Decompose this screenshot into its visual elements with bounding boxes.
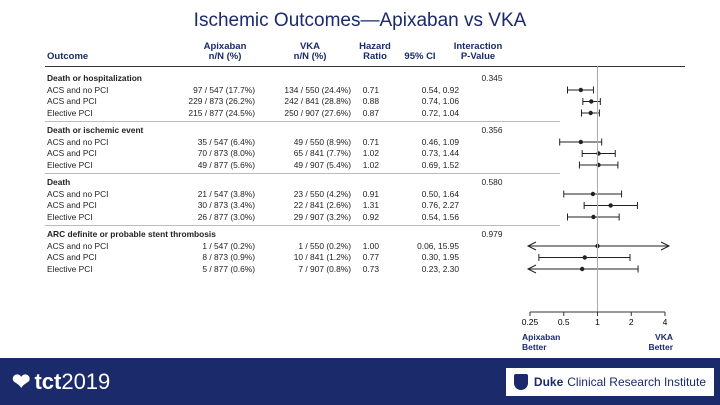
x-tick-label: 2 [628,317,634,327]
confidence-interval: 0.76, 2.27 [421,200,459,210]
vka-value: 10 / 841 (1.2%) [293,252,351,262]
hazard-ratio: 1.02 [362,148,379,158]
hazard-ratio: 0.77 [362,252,379,262]
confidence-interval: 0.72, 1.04 [421,107,459,118]
group-title: Death or ischemic event [47,125,144,135]
hr-point [579,88,583,92]
confidence-interval: 0.54, 0.92 [421,84,459,95]
hr-point [589,111,593,115]
hazard-ratio: 0.91 [362,188,379,199]
subgroup-label: ACS and no PCI [47,240,109,251]
confidence-interval: 0.74, 1.06 [421,96,459,106]
subgroup-label: ACS and PCI [47,252,97,262]
header-hr-line2: Ratio [363,51,387,62]
hr-point [596,163,600,167]
apixaban-value: 26 / 877 (3.0%) [197,211,255,222]
header-outcome: Outcome [47,51,89,62]
apixaban-value: 97 / 547 (17.7%) [193,84,255,95]
confidence-interval: 0.23, 2.30 [421,263,459,274]
x-tick-label: 0.25 [521,317,539,327]
apixaban-value: 5 / 877 (0.6%) [202,263,255,274]
confidence-interval: 0.73, 1.44 [421,148,459,158]
apixaban-value: 8 / 873 (0.9%) [202,252,255,262]
subgroup-label: ACS and no PCI [47,136,109,147]
header-pint-line2: P-Value [460,51,496,62]
subgroup-label: ACS and PCI [47,148,97,158]
tct-logo-text: tct [34,369,62,394]
vka-value: 65 / 841 (7.7%) [293,148,351,158]
vka-better-label: Better [648,342,673,352]
vka-value: 7 / 907 (0.8%) [298,263,351,274]
slide-title: Ischemic Outcomes—Apixaban vs VKA [193,10,527,31]
hazard-ratio: 0.87 [362,107,379,118]
vka-value: 49 / 550 (8.9%) [293,136,351,147]
hazard-ratio: 1.31 [362,200,379,210]
subgroup-label: ACS and no PCI [47,188,109,199]
hr-point [580,267,584,271]
duke-logo [506,368,714,396]
subgroup-label: Elective PCI [47,159,93,170]
confidence-interval: 0.54, 1.56 [421,211,459,222]
p-interaction: 0.356 [481,125,503,135]
subgroup-label: ACS and PCI [47,96,97,106]
apixaban-value: 229 / 873 (26.2%) [188,96,255,106]
duke-name: Duke [533,375,564,389]
vka-value: 23 / 550 (4.2%) [293,188,351,199]
header-apixaban-line2: n/N (%) [208,51,242,62]
hr-point [583,255,587,259]
x-tick-label: 1 [595,317,600,327]
apixaban-value: 49 / 877 (5.6%) [197,159,255,170]
hr-point [591,192,595,196]
group-title: Death or hospitalization [47,73,142,83]
subgroup-label: Elective PCI [47,263,93,274]
header-apixaban-line1: Apixaban [203,41,247,52]
group-title: ARC definite or probable stent thrombosis [47,229,216,239]
header-vka-line2: n/N (%) [293,51,327,62]
p-interaction: 0.345 [481,73,503,83]
apixaban-value: 215 / 877 (24.5%) [188,107,255,118]
hazard-ratio: 1.02 [362,159,379,170]
subgroup-label: ACS and no PCI [47,84,109,95]
subgroup-label: Elective PCI [47,211,93,222]
vka-value: 134 / 550 (24.4%) [284,84,351,95]
hazard-ratio: 0.71 [362,136,379,147]
x-tick-label: 0.5 [557,317,570,327]
subgroup-label: ACS and PCI [47,200,97,210]
duke-shield-icon [514,374,528,390]
tct-logo-year: 2019 [61,369,111,394]
hazard-ratio: 0.88 [362,96,379,106]
apixaban-value: 35 / 547 (6.4%) [197,136,255,147]
confidence-interval: 0.30, 1.95 [421,252,459,262]
header-hr-line1: Hazard [359,41,391,52]
apixaban-value: 70 / 873 (8.0%) [197,148,255,158]
subgroup-label: Elective PCI [47,107,93,118]
tct-logo [12,369,110,395]
hazard-ratio: 0.73 [362,263,379,274]
confidence-interval: 0.50, 1.64 [421,188,459,199]
footer-bar [0,358,720,405]
vka-value: 29 / 907 (3.2%) [293,211,351,222]
hazard-ratio: 0.92 [362,211,379,222]
confidence-interval: 0.69, 1.52 [421,159,459,170]
vka-better-label: VKA [655,332,673,342]
hr-point [596,151,600,155]
group-title: Death [47,177,71,187]
vka-value: 1 / 550 (0.2%) [298,240,351,251]
header-ci: 95% CI [404,51,436,62]
hr-point [579,140,583,144]
confidence-interval: 0.46, 1.09 [421,136,459,147]
apixaban-value: 30 / 873 (3.4%) [197,200,255,210]
x-tick-label: 4 [662,317,668,327]
p-interaction: 0.580 [481,177,503,187]
header-pint-line1: Interaction [453,41,503,52]
apixaban-better-label: Better [522,342,547,352]
vka-value: 250 / 907 (27.6%) [284,107,351,118]
confidence-interval: 0.06, 15.95 [417,240,459,251]
apixaban-value: 1 / 547 (0.2%) [202,240,255,251]
p-interaction: 0.979 [481,229,503,239]
duke-institute: Clinical Research Institute [567,375,706,389]
header-vka-line1: VKA [299,41,321,52]
hr-point [608,203,612,207]
hazard-ratio: 1.00 [362,240,379,251]
vka-value: 22 / 841 (2.6%) [293,200,351,210]
hr-point [591,215,595,219]
hazard-ratio: 0.71 [362,84,379,95]
heart-icon: ❤ [12,369,31,394]
apixaban-better-label: Apixaban [522,332,561,342]
vka-value: 242 / 841 (28.8%) [284,96,351,106]
vka-value: 49 / 907 (5.4%) [293,159,351,170]
hr-point [589,99,593,103]
apixaban-value: 21 / 547 (3.8%) [197,188,255,199]
